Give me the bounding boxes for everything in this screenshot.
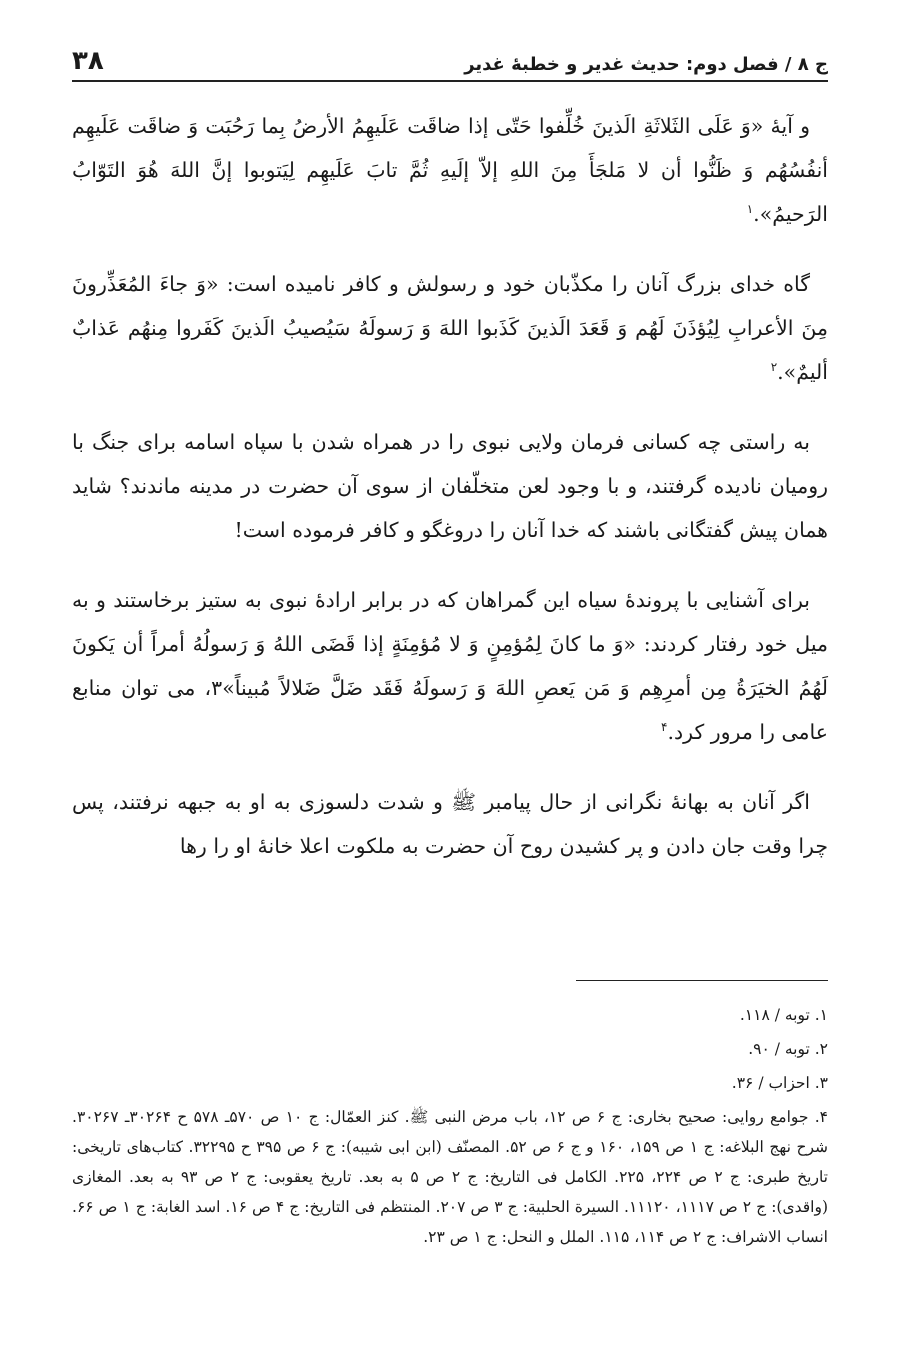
footnotes: [72, 1000, 828, 1256]
page-number: ۳۸: [72, 46, 104, 76]
body-text: [72, 104, 828, 894]
paragraph-1: [72, 104, 828, 236]
paragraph-1-text: و آیهٔ «وَ عَلَی الثَلاثَةِ الَذینَ خُلِّفوا حَتّی إذا ضاقَت عَلَیهِمُ الأرضُ بِما رَحُبَت وَ ضاقَت عَلَیهِم أنفُسُهُم وَ ظَنُّوا أن لا مَلجَأَ مِنَ اللهِ إلاّ إلَیهِ ثُمَّ تابَ عَلَیهِم لِیَتوبوا إنَّ اللهَ هُوَ التَوّابُ الرَحیمُ».: [72, 114, 828, 226]
paragraph-5-text: اگر آنان به بهانهٔ نگرانی از حال پیامبر ﷺ و شدت دلسوزی به او به جبهه نرفتند، پس چرا وقت جان دادن و پر کشیدن روح آن حضرت به ملکوت اعلا خانهٔ او را رها: [72, 790, 828, 858]
paragraph-2: [72, 262, 828, 394]
footnote-1: ۱. توبه / ۱۱۸.: [739, 1006, 828, 1024]
book-page: [72, 0, 828, 1366]
footnote-divider: [576, 980, 828, 981]
paragraph-4-text: برای آشنایی با پروندهٔ سیاه این گمراهان که در برابر ارادهٔ نبوی به ستیز برخاستند و به میل خود رفتار کردند: «وَ ما کانَ لِمُؤمِنٍ وَ لا مُؤمِنَةٍ إذا قَضَی اللهُ وَ رَسولُهُ أمراً أن یَکونَ لَهُمُ الخیَرَةُ مِن أمرِهِم وَ مَن یَعصِ اللهَ وَ رَسولَهُ فَقَد ضَلَّ ضَلالاً مُبیناً»۳، می توان منابع عامی را مرور کرد.: [72, 588, 828, 744]
footnote-4: ۴. جوامع روایی: صحیح بخاری: ج ۶ ص ۱۲، باب مرض النبی ﷺ. کنز العمّال: ج ۱۰ ص ۵۷۰ـ ۵۷۸ ح ۳۰۲۶۴ـ ۳۰۲۶۷. شرح نهج البلاغه: ج ۱ ص ۱۵۹، ۱۶۰ و ج ۶ ص ۵۲. المصنّف (ابن ابی شیبه): ج ۶ ص ۳۹۵ ح ۳۲۲۹۵. کتاب‌های تاریخی: تاریخ طبری: ج ۲ ص ۲۲۴، ۲۲۵. الکامل فی التاریخ: ج ۲ ص ۵ به بعد. تاریخ یعقوبی: ج ۲ ص ۹۳ به بعد. المغازی (واقدی): ج ۲ ص ۱۱۱۷، ۱۱۱۲۰. السیرة الحلبیة: ج ۳ ص ۲۰۷. المنتظم فی التاریخ: ج ۴ ص ۱۶. اسد الغابة: ج ۱ ص ۶۶. انساب الاشراف: ج ۲ ص ۱۱۴، ۱۱۵. الملل و النحل: ج ۱ ص ۲۳.: [72, 1108, 829, 1246]
footnote-ref-2: ۲: [770, 360, 778, 375]
footnote-2: ۲. توبه / ۹۰.: [748, 1040, 828, 1058]
paragraph-3: [72, 420, 828, 552]
paragraph-4: [72, 578, 828, 754]
running-title: ج ۸ / فصل دوم: حدیث غدیر و خطبهٔ غدیر: [464, 54, 828, 75]
footnote-3: ۳. احزاب / ۳۶.: [731, 1074, 828, 1092]
page-header: [72, 36, 828, 82]
footnote-ref-4: ۴: [661, 720, 668, 735]
footnote-ref-1: ۱: [746, 202, 754, 217]
paragraph-5: [72, 780, 828, 868]
paragraph-2-text: گاه خدای بزرگ آنان را مکذّبان خود و رسولش و کافر نامیده است: «وَ جاءَ المُعَذِّرونَ مِنَ الأعرابِ لِیُؤذَنَ لَهُم وَ قَعَدَ الَذینَ کَذَبوا اللهَ وَ رَسولَهُ سَیُصیبُ الَذینَ کَفَروا مِنهُم عَذابٌ ألیمٌ».: [72, 272, 828, 384]
paragraph-3-text: به راستی چه کسانی فرمان ولایی نبوی را در همراه شدن با سپاه اسامه برای جنگ با رومیان نادیده گرفتند، و با وجود لعن متخلّفان از سوی آن حضرت در مدینه ماندند؟ شاید همان پیش گفتگانی باشند که خدا آنان را دروغگو و کافر فرموده است!: [72, 430, 828, 542]
